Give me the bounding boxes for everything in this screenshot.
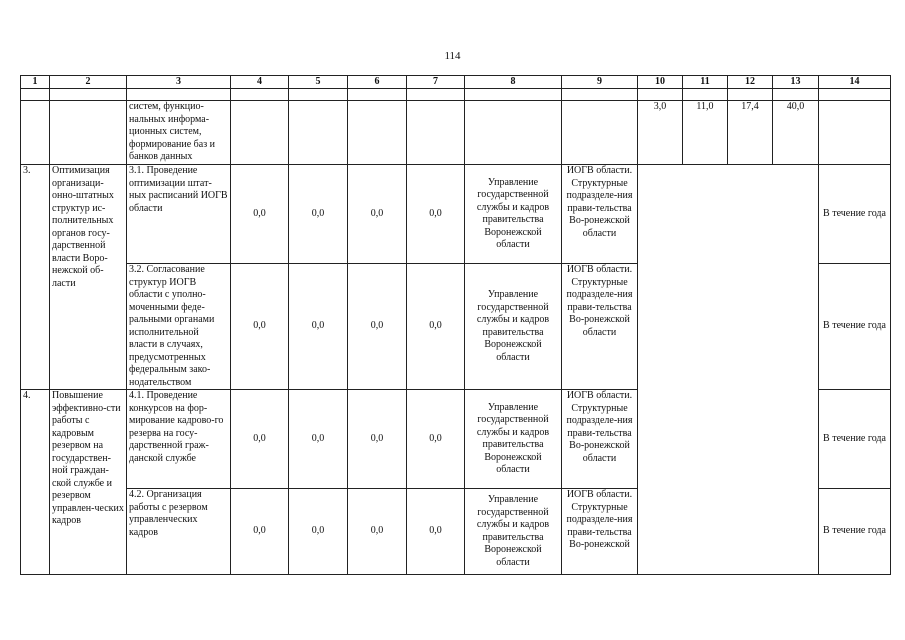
coexecutor-cell: ИОГВ области. Структурные подразделе-ния прави-тельства Во-ронежской области xyxy=(562,390,638,489)
section-title: Повышение эффективно-сти работы с кадровым резервом на государствен-ной граждан-ской службе и резервом управлен-ческих кадров xyxy=(50,390,127,575)
header-cell: 1 xyxy=(21,76,50,89)
coexecutor-cell: ИОГВ области. Структурные подразделе-ния прави-тельства Во-ронежской области xyxy=(562,165,638,264)
header-cell: 10 xyxy=(638,76,683,89)
value-cell: 0,0 xyxy=(348,165,407,264)
coexecutor-cell: ИОГВ области. Структурные подразделе-ния прави-тельства Во-ронежской области xyxy=(562,264,638,390)
term-cell: В течение года xyxy=(819,489,891,575)
header-cell: 4 xyxy=(231,76,289,89)
empty-merged-cell xyxy=(638,165,819,575)
section-number: 4. xyxy=(21,390,50,575)
responsible-cell: Управление государственной службы и кадров правительства Воронежской области xyxy=(465,390,562,489)
activity-cell: 4.2. Организация работы с резервом управленческих кадров xyxy=(127,489,231,575)
term-cell: В течение года xyxy=(819,165,891,264)
spacer-row xyxy=(21,89,891,101)
value-cell: 0,0 xyxy=(289,264,348,390)
value-cell: 0,0 xyxy=(348,264,407,390)
value-cell: 0,0 xyxy=(348,489,407,575)
responsible-cell: Управление государственной службы и кадров правительства Воронежской области xyxy=(465,489,562,575)
header-cell: 14 xyxy=(819,76,891,89)
value-cell: 0,0 xyxy=(231,165,289,264)
header-cell: 5 xyxy=(289,76,348,89)
coexecutor-cell: ИОГВ области. Структурные подразделе-ния прави-тельства Во-ронежской xyxy=(562,489,638,575)
value-cell: 40,0 xyxy=(773,101,819,165)
header-cell: 13 xyxy=(773,76,819,89)
section-number: 3. xyxy=(21,165,50,390)
responsible-cell: Управление государственной службы и кадров правительства Воронежской области xyxy=(465,264,562,390)
table-row xyxy=(21,101,891,165)
page-number: 114 xyxy=(444,50,461,62)
value-cell: 0,0 xyxy=(407,489,465,575)
value-cell: 0,0 xyxy=(289,489,348,575)
term-cell: В течение года xyxy=(819,390,891,489)
value-cell: 11,0 xyxy=(683,101,728,165)
value-cell: 17,4 xyxy=(728,101,773,165)
header-cell: 12 xyxy=(728,76,773,89)
header-row xyxy=(21,76,891,89)
plan-table xyxy=(20,75,891,575)
activity-cell: 3.2. Согласование структур ИОГВ области с уполно-моченными феде-ральными органами исполнительной власти в случаях, предусмотренных федеральным зако-нодательством xyxy=(127,264,231,390)
value-cell: 0,0 xyxy=(289,165,348,264)
responsible-cell: Управление государственной службы и кадров правительства Воронежской области xyxy=(465,165,562,264)
header-cell: 8 xyxy=(465,76,562,89)
header-cell: 11 xyxy=(683,76,728,89)
value-cell: 0,0 xyxy=(407,390,465,489)
value-cell: 0,0 xyxy=(407,165,465,264)
value-cell: 0,0 xyxy=(289,390,348,489)
header-cell: 9 xyxy=(562,76,638,89)
section-title: Оптимизация организаци-онно-штатных структур ис-полнительных органов госу-дарственной власти Воро-нежской об-ласти xyxy=(50,165,127,390)
header-cell: 2 xyxy=(50,76,127,89)
value-cell: 0,0 xyxy=(231,489,289,575)
value-cell: 0,0 xyxy=(231,390,289,489)
term-cell: В течение года xyxy=(819,264,891,390)
value-cell: 0,0 xyxy=(407,264,465,390)
activity-cell: 4.1. Проведение конкурсов на фор-мирование кадрово-го резерва на госу-дарственной граж-данской службе xyxy=(127,390,231,489)
header-cell: 3 xyxy=(127,76,231,89)
value-cell: 0,0 xyxy=(348,390,407,489)
header-cell: 6 xyxy=(348,76,407,89)
value-cell: 3,0 xyxy=(638,101,683,165)
activity-cell: систем, функцио-нальных информа-ционных систем, формирование баз и банков данных xyxy=(127,101,231,165)
activity-cell: 3.1. Проведение оптимизации штат-ных расписаний ИОГВ области xyxy=(127,165,231,264)
value-cell: 0,0 xyxy=(231,264,289,390)
table-row xyxy=(21,165,891,264)
header-cell: 7 xyxy=(407,76,465,89)
